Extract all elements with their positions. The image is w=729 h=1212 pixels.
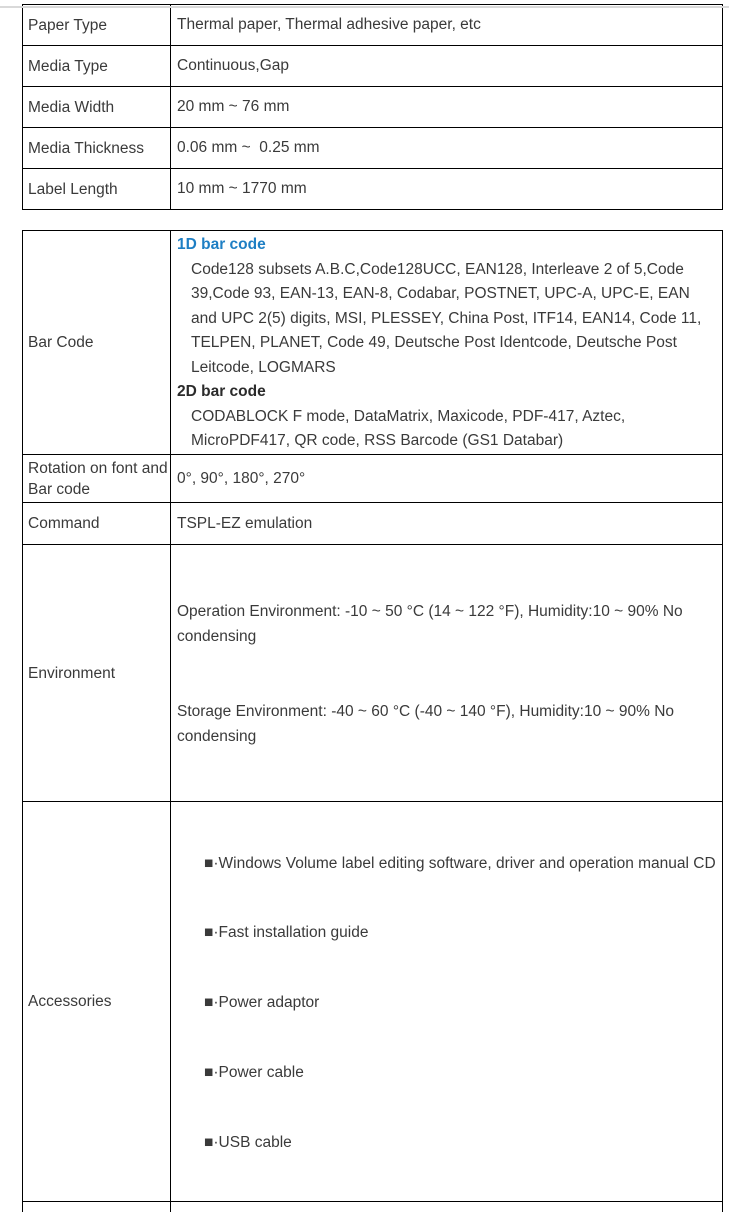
- accessory-item: [204, 852, 720, 875]
- spec-value: Continuous,Gap: [171, 46, 723, 87]
- spec-table-media: [22, 4, 723, 210]
- environment-cell: [171, 545, 723, 802]
- barcode-cell: [171, 231, 723, 455]
- accessory-item: [204, 1061, 720, 1084]
- environment-operation-line: Operation Environment: -10 ~ 50 °C (14 ~ 122 °F), Humidity:10 ~ 90% No condensing: [177, 603, 687, 645]
- barcode-2d-heading: 2D bar code: [177, 383, 266, 400]
- accessory-text: Power adaptor: [218, 994, 320, 1012]
- table-row-accessories: [23, 802, 723, 1202]
- spec-value: 20 mm ~ 76 mm: [171, 87, 723, 128]
- accessory-text: Fast installation guide: [218, 924, 369, 942]
- spec-label: Media Type: [23, 46, 171, 87]
- table-row-barcode: [23, 231, 723, 455]
- spec-label: Paper Type: [23, 5, 171, 46]
- spec-table-features: [22, 230, 723, 1212]
- accessory-text: USB cable: [218, 1134, 292, 1152]
- accessory-text: Power cable: [218, 1064, 304, 1082]
- spec-label: Label Length: [23, 169, 171, 210]
- accessory-item: [204, 991, 720, 1014]
- table-row: [23, 46, 723, 87]
- table-row: [23, 169, 723, 210]
- spec-value: 0°, 90°, 180°, 270°: [171, 455, 723, 503]
- spec-value: 10 mm ~ 1770 mm: [171, 169, 723, 210]
- spec-label: Media Width: [23, 87, 171, 128]
- square-bullet-icon: ■·: [204, 994, 219, 1012]
- table-row-cutoff: [23, 1202, 723, 1212]
- spec-label: Accessories: [23, 802, 171, 1202]
- square-bullet-icon: ■·: [204, 1064, 219, 1082]
- spec-label: Rotation on font and Bar code: [23, 455, 171, 503]
- spec-label: Command: [23, 503, 171, 545]
- table-row-command: [23, 503, 723, 545]
- table-row: [23, 128, 723, 169]
- accessory-item: [204, 1131, 720, 1154]
- barcode-1d-heading: 1D bar code: [177, 236, 266, 253]
- square-bullet-icon: ■·: [204, 854, 219, 872]
- spec-label-cutoff: [23, 1202, 171, 1212]
- table-row: [23, 87, 723, 128]
- table-row-rotation: [23, 455, 723, 503]
- square-bullet-icon: ■·: [204, 1134, 219, 1152]
- accessories-cell: [171, 802, 723, 1202]
- spec-value-cutoff: [171, 1202, 723, 1212]
- page-top-divider: [0, 6, 729, 8]
- table-row: [23, 5, 723, 46]
- barcode-2d-list: CODABLOCK F mode, DataMatrix, Maxicode, PDF-417, Aztec, MicroPDF417, QR code, RSS Barcode (GS1 Databar): [191, 407, 626, 449]
- accessory-item: [204, 921, 720, 944]
- spec-label: Environment: [23, 545, 171, 802]
- spec-label: Media Thickness: [23, 128, 171, 169]
- spec-value: TSPL-EZ emulation: [171, 503, 723, 545]
- spec-label: Bar Code: [23, 231, 171, 455]
- spec-value: 0.06 mm ~ 0.25 mm: [171, 128, 723, 169]
- accessory-text: Windows Volume label editing software, driver and operation manual CD: [218, 854, 716, 872]
- table-row-environment: [23, 545, 723, 802]
- barcode-1d-list: Code128 subsets A.B.C,Code128UCC, EAN128, Interleave 2 of 5,Code 39,Code 93, EAN-13, EAN-8, Codabar, POSTNET, UPC-A, UPC-E, EAN and UPC 2(5) digits, MSI, PLESSEY, China Post, ITF14, EAN14, Code 11, TELPEN, PLANET, Code 49, Deutsche Post Identcode, Deutsche Post Leitcode, LOGMARS: [191, 260, 702, 376]
- spec-value: Thermal paper, Thermal adhesive paper, etc: [171, 5, 723, 46]
- spec-sheet-page: [0, 4, 729, 1152]
- environment-storage-line: Storage Environment: -40 ~ 60 °C (-40 ~ 140 °F), Humidity:10 ~ 90% No condensing: [177, 703, 679, 745]
- square-bullet-icon: ■·: [204, 924, 219, 942]
